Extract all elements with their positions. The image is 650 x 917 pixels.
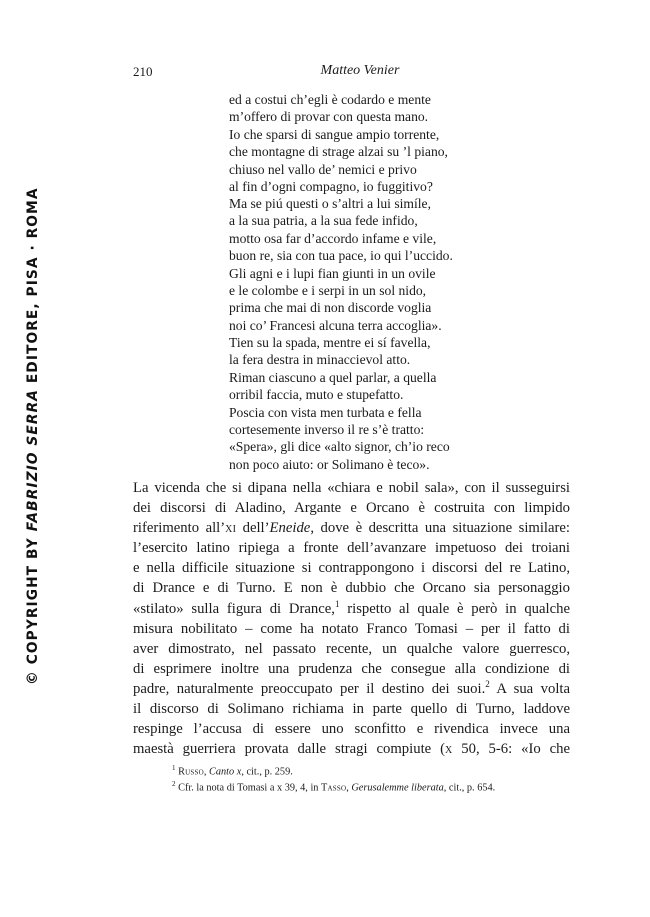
verse-line: buon re, sia con tua pace, io qui l’uccido. (229, 248, 453, 264)
verse-line: orribil faccia, muto e stupefatto. (229, 387, 404, 403)
footnote: $^1$ Russo, Canto x, cit., p. 259. (172, 764, 293, 778)
paragraph-line (133, 518, 570, 538)
running-head: Matteo Venier (320, 63, 400, 78)
text-run: maestà guerriera provata dalle stragi compiute ( (133, 741, 445, 758)
poem-stanza (229, 334, 559, 473)
copyright-suffix: EDITORE, PISA · ROMA (25, 187, 41, 390)
body-paragraph (133, 478, 570, 759)
paragraph-line: aver dimostrato, nel passato recente, un qualche valore guerresco, (133, 640, 570, 657)
verse-line: che montagne di strage alzai su ’l piano, (229, 144, 448, 160)
verse-line: noi co’ Francesi alcuna terra accoglia». (229, 317, 442, 333)
footnote-ref[interactable]: 1 (334, 598, 340, 609)
verse-line: «Spera», gli dice «alto signor, ch’io reco (229, 439, 450, 455)
text-run: , dove è descritta una situazione similare: (310, 520, 571, 537)
verse-line: non poco aiuto: or Solimano è teco». (229, 456, 430, 472)
verse-line: Gli agni e i lupi fian giunti in un ovile (229, 265, 436, 281)
text-run: A sua volta (489, 680, 570, 697)
book-number: xi (225, 520, 237, 537)
verse-line: Poscia con vista men turbata e fella (229, 404, 422, 420)
verse-line: Ma se piú questi o s’altri a lui simíle, (229, 196, 431, 211)
verse-line: prima che mai di non discorde voglia (229, 300, 432, 316)
paragraph-line: di Drance e di Turno. E non è dubbio che Orcano sia personaggio (133, 580, 570, 597)
verse-line: m’offero di provar con questa mano. (229, 109, 429, 125)
verse-line: Io che sparsi di sangue ampio torrente, (229, 126, 440, 142)
page-number: 210 (133, 64, 153, 79)
footnote-author: Tasso (321, 782, 347, 794)
verse-line: ed a costui ch’egli è codardo e mente (229, 92, 431, 107)
text-run: padre, naturalmente preoccupato per il destino dei suoi. (133, 680, 486, 697)
paragraph-line (133, 739, 570, 759)
verse-line: chiuso nel vallo de’ nemici e privo (229, 161, 417, 177)
book-number: x (444, 741, 453, 758)
text-run: rispetto al quale è però in qualche (339, 600, 570, 617)
paragraph-line: dei discorsi di Aladino, Argante e Orcano è costruita con limpido (133, 500, 570, 517)
text-run: riferimento all’ (133, 520, 226, 537)
verse-line: e le colombe e i serpi in un sol nido, (229, 282, 427, 298)
verse-line: motto osa far d’accordo infame e vile, (229, 230, 437, 246)
verse-line: Riman ciascuno a quel parlar, a quella (229, 369, 437, 385)
text-run: «stilato» sulla figura di Drance, (133, 600, 335, 617)
paragraph-line: il discorso di Solimano richiama in parte quello di Turno, laddove (133, 701, 570, 718)
paragraph-line: e nella difficile situazione si contrappongono i discorsi del re Latino, (133, 560, 570, 577)
verse-line: cortesemente inverso il re s’è tratto: (229, 421, 425, 437)
paragraph-line (133, 599, 570, 619)
footnote-author: Russo (178, 766, 204, 778)
footnote-text: , cit., p. 259. (241, 766, 293, 778)
footnote-title: Canto x (209, 766, 242, 778)
footnote: $^2$ Cfr. la nota di Tomasi a x 39, 4, in Tasso, Gerusalemme liberata, cit., p. 654. (172, 780, 496, 794)
text-run: 50, 5-6: «Io che (452, 741, 570, 758)
verse-line: la fera destra in minaccievol atto. (229, 352, 411, 368)
paragraph-line: misura nobilitato – come ha notato Franco Tomasi – per il fatto di (133, 620, 570, 637)
work-title: Eneide (269, 520, 311, 537)
verse-line: a la sua patria, a la sua fede infido, (229, 213, 418, 229)
footnote-text: , cit., p. 654. (443, 782, 496, 794)
publisher-name: FABRIZIO SERRA (25, 389, 41, 532)
footnote-number: 1 (172, 764, 176, 772)
text-run: dell’ (236, 520, 270, 537)
footnote-ref[interactable]: 2 (485, 679, 490, 690)
paragraph-line: La vicenda che si dipana nella «chiara e nobil sala», con il susseguirsi (133, 480, 570, 496)
copyright-sidebar (24, 187, 42, 685)
paragraph-line (133, 679, 570, 699)
paragraph-line: l’esercito latino ripiega a fronte dell’avanzare impetuoso dei troiani (133, 540, 570, 557)
copyright-prefix: © COPYRIGHT BY (25, 531, 41, 685)
verse-line: Tien su la spada, mentre ei sí favella, (229, 335, 431, 350)
footnote-title: Gerusalemme liberata (351, 782, 444, 794)
footnote-number: 2 (172, 780, 176, 788)
paragraph-line: respinge l’accusa di essere uno sconfitto e rivendica invece una (133, 721, 570, 738)
footnote-text: Cfr. la nota di Tomasi a x 39, 4, in (178, 782, 322, 794)
verse-line: al fin d’ogni compagno, io fuggitivo? (229, 178, 433, 194)
footnotes (172, 760, 572, 792)
poem-stanza (229, 195, 559, 334)
paragraph-line: di esprimere inoltre una prudenza che consegue alla condizione di (133, 660, 570, 677)
poem-stanza (229, 91, 559, 195)
